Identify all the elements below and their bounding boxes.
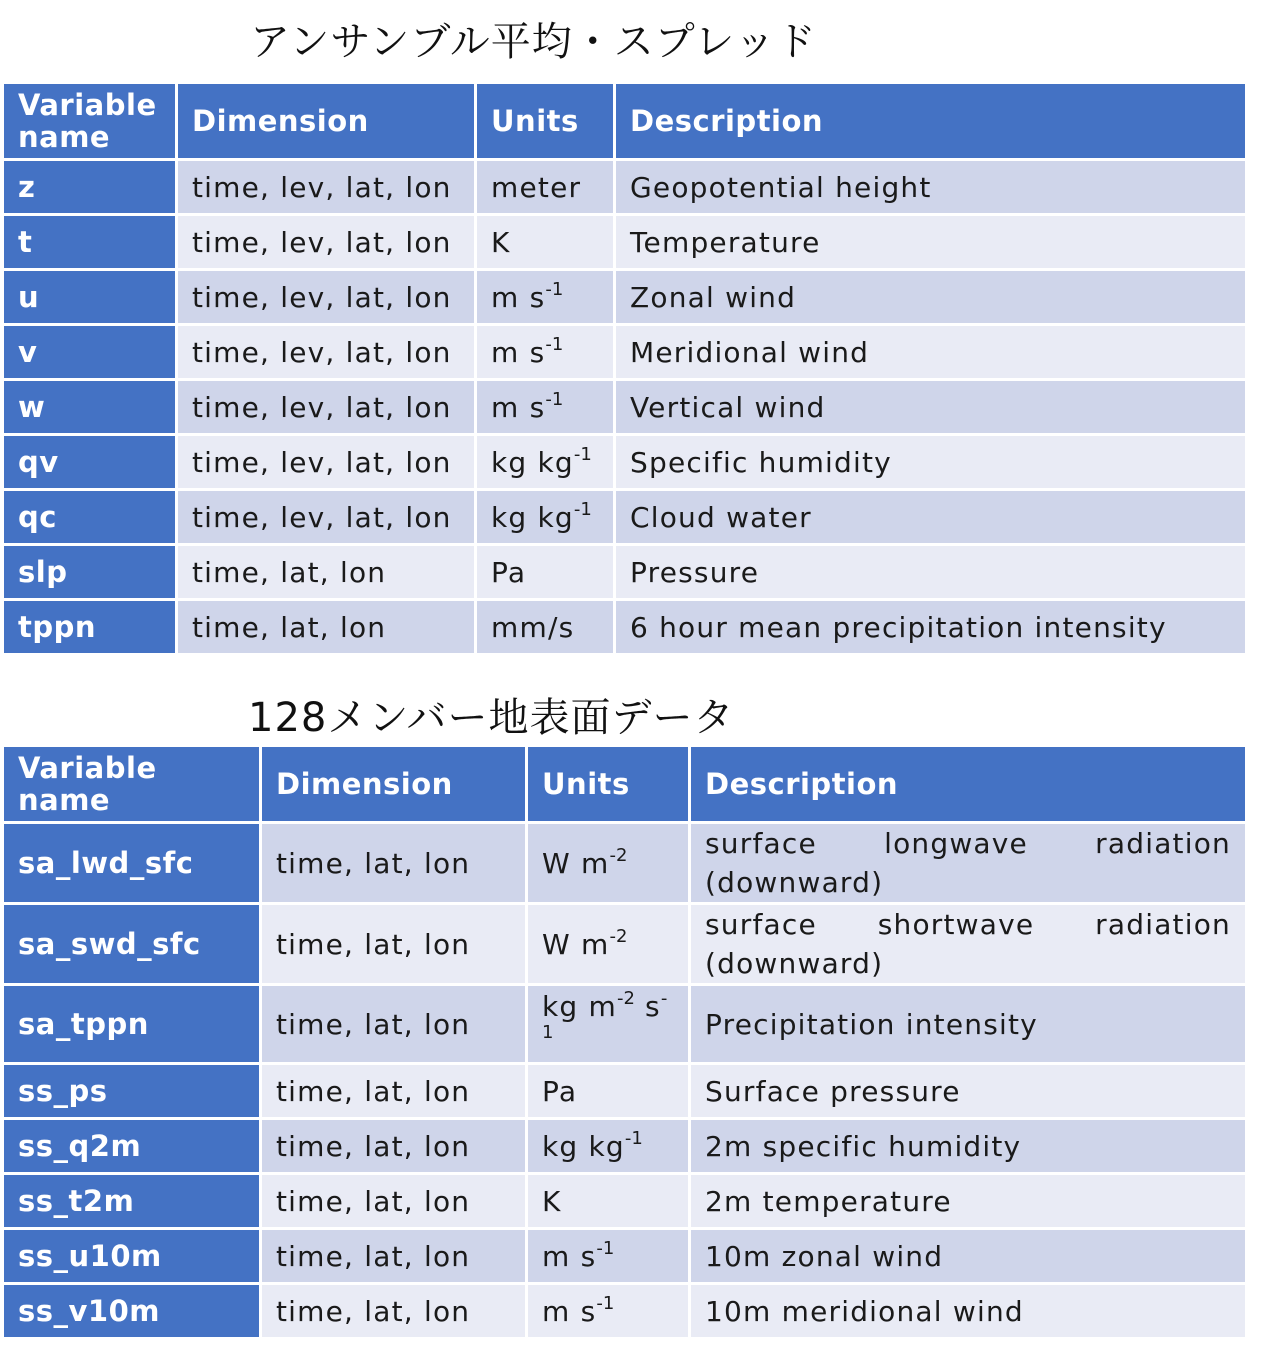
cell-units — [477, 326, 613, 378]
surface-variable-table — [1, 744, 1248, 1340]
table-header-row — [4, 747, 1245, 821]
units-base: meter — [491, 170, 582, 204]
cell-units — [528, 1120, 688, 1172]
cell-units — [528, 1285, 688, 1337]
table-row — [4, 161, 1245, 213]
cell-units — [477, 271, 613, 323]
cell-description: 6 hour mean precipitation intensity — [616, 601, 1245, 653]
cell-dimension: time, lev, lat, lon — [178, 491, 474, 543]
units-exponent: -1 — [573, 443, 592, 465]
cell-units — [528, 986, 688, 1062]
header-description: Description — [616, 84, 1245, 158]
cell-description: 2m specific humidity — [691, 1120, 1245, 1172]
cell-description: 10m meridional wind — [691, 1285, 1245, 1337]
cell-variable-name: ss_u10m — [4, 1230, 259, 1282]
table-row — [4, 905, 1245, 983]
cell-description: Meridional wind — [616, 326, 1245, 378]
table-row — [4, 1285, 1245, 1337]
cell-units — [528, 1230, 688, 1282]
units-base: W m — [542, 846, 610, 880]
table-row — [4, 824, 1245, 902]
cell-variable-name: ss_v10m — [4, 1285, 259, 1337]
units-base: kg m — [542, 990, 617, 1023]
header-variable-name: Variable name — [4, 84, 175, 158]
units-base: m s — [491, 280, 546, 314]
cell-description: Pressure — [616, 546, 1245, 598]
header-variable-name: Variable name — [4, 747, 259, 821]
units-base: Pa — [542, 1074, 578, 1108]
units-exponent-2: -1 — [542, 988, 668, 1043]
units-exponent: -1 — [596, 1237, 615, 1259]
units-base: mm/s — [491, 610, 575, 644]
cell-variable-name: t — [4, 216, 175, 268]
table-row — [4, 216, 1245, 268]
cell-description: 2m temperature — [691, 1175, 1245, 1227]
section-title-surface: 128メンバー地表面データ — [248, 695, 735, 741]
table-row — [4, 491, 1245, 543]
units-base: m s — [542, 1294, 597, 1328]
cell-dimension: time, lat, lon — [262, 1120, 525, 1172]
cell-dimension: time, lev, lat, lon — [178, 161, 474, 213]
cell-dimension: time, lat, lon — [178, 601, 474, 653]
ensemble-variable-table — [1, 81, 1248, 656]
cell-description: 10m zonal wind — [691, 1230, 1245, 1282]
table-row — [4, 1065, 1245, 1117]
cell-description: Vertical wind — [616, 381, 1245, 433]
table-header-row — [4, 84, 1245, 158]
table-row — [4, 436, 1245, 488]
cell-units — [477, 216, 613, 268]
cell-dimension: time, lat, lon — [262, 1285, 525, 1337]
table-row — [4, 326, 1245, 378]
cell-variable-name: v — [4, 326, 175, 378]
units-base: Pa — [491, 555, 527, 589]
cell-units — [528, 1175, 688, 1227]
cell-description: Temperature — [616, 216, 1245, 268]
cell-units — [477, 161, 613, 213]
table-row — [4, 1230, 1245, 1282]
cell-dimension: time, lev, lat, lon — [178, 271, 474, 323]
units-exponent: -2 — [616, 988, 635, 1009]
table-row — [4, 546, 1245, 598]
cell-units — [477, 436, 613, 488]
cell-dimension: time, lat, lon — [262, 905, 525, 983]
cell-variable-name: sa_swd_sfc — [4, 905, 259, 983]
cell-description: Geopotential height — [616, 161, 1245, 213]
units-exponent: -1 — [545, 388, 564, 410]
cell-variable-name: slp — [4, 546, 175, 598]
cell-dimension: time, lat, lon — [262, 824, 525, 902]
units-exponent: -1 — [545, 278, 564, 300]
units-exponent: -2 — [609, 844, 628, 866]
units-base: kg kg — [491, 445, 574, 479]
cell-variable-name: ss_t2m — [4, 1175, 259, 1227]
cell-dimension: time, lat, lon — [262, 986, 525, 1062]
cell-units — [477, 491, 613, 543]
cell-variable-name: w — [4, 381, 175, 433]
header-dimension: Dimension — [178, 84, 474, 158]
table-row — [4, 381, 1245, 433]
units-base: m s — [542, 1239, 597, 1273]
cell-dimension: time, lat, lon — [262, 1230, 525, 1282]
cell-variable-name: sa_tppn — [4, 986, 259, 1062]
cell-units — [528, 905, 688, 983]
cell-variable-name: qc — [4, 491, 175, 543]
cell-units — [477, 546, 613, 598]
cell-units — [528, 1065, 688, 1117]
units-base: m s — [491, 335, 546, 369]
cell-units — [477, 601, 613, 653]
units-base: m s — [491, 390, 546, 424]
cell-dimension: time, lev, lat, lon — [178, 326, 474, 378]
units-exponent: -1 — [596, 1292, 615, 1314]
cell-description: surface longwave radiation (downward) — [691, 824, 1245, 902]
table-row — [4, 601, 1245, 653]
cell-dimension: time, lev, lat, lon — [178, 216, 474, 268]
units-exponent: -1 — [545, 333, 564, 355]
table-row — [4, 271, 1245, 323]
cell-dimension: time, lev, lat, lon — [178, 436, 474, 488]
units-base: K — [491, 225, 511, 259]
cell-units — [477, 381, 613, 433]
header-units: Units — [528, 747, 688, 821]
cell-units — [528, 824, 688, 902]
cell-description: Zonal wind — [616, 271, 1245, 323]
table-row — [4, 1175, 1245, 1227]
cell-variable-name: qv — [4, 436, 175, 488]
table-row — [4, 986, 1245, 1062]
cell-description: Specific humidity — [616, 436, 1245, 488]
units-exponent: -2 — [609, 925, 628, 947]
cell-variable-name: tppn — [4, 601, 175, 653]
header-dimension: Dimension — [262, 747, 525, 821]
cell-variable-name: u — [4, 271, 175, 323]
units-base: K — [542, 1184, 562, 1218]
cell-variable-name: sa_lwd_sfc — [4, 824, 259, 902]
cell-variable-name: ss_ps — [4, 1065, 259, 1117]
cell-dimension: time, lat, lon — [262, 1175, 525, 1227]
cell-description: surface shortwave radiation (downward) — [691, 905, 1245, 983]
cell-description: Cloud water — [616, 491, 1245, 543]
header-description: Description — [691, 747, 1245, 821]
cell-description: Precipitation intensity — [691, 986, 1245, 1062]
units-base-2: s — [634, 990, 661, 1023]
cell-description: Surface pressure — [691, 1065, 1245, 1117]
section-title-ensemble: アンサンブル平均・スプレッド — [250, 19, 817, 65]
units-base: kg kg — [542, 1129, 625, 1163]
cell-dimension: time, lat, lon — [262, 1065, 525, 1117]
cell-dimension: time, lev, lat, lon — [178, 381, 474, 433]
cell-variable-name: ss_q2m — [4, 1120, 259, 1172]
cell-dimension: time, lat, lon — [178, 546, 474, 598]
units-base: kg kg — [491, 500, 574, 534]
table-row — [4, 1120, 1245, 1172]
units-exponent: -1 — [573, 498, 592, 520]
units-exponent: -1 — [624, 1127, 643, 1149]
units-base: W m — [542, 927, 610, 961]
cell-variable-name: z — [4, 161, 175, 213]
header-units: Units — [477, 84, 613, 158]
